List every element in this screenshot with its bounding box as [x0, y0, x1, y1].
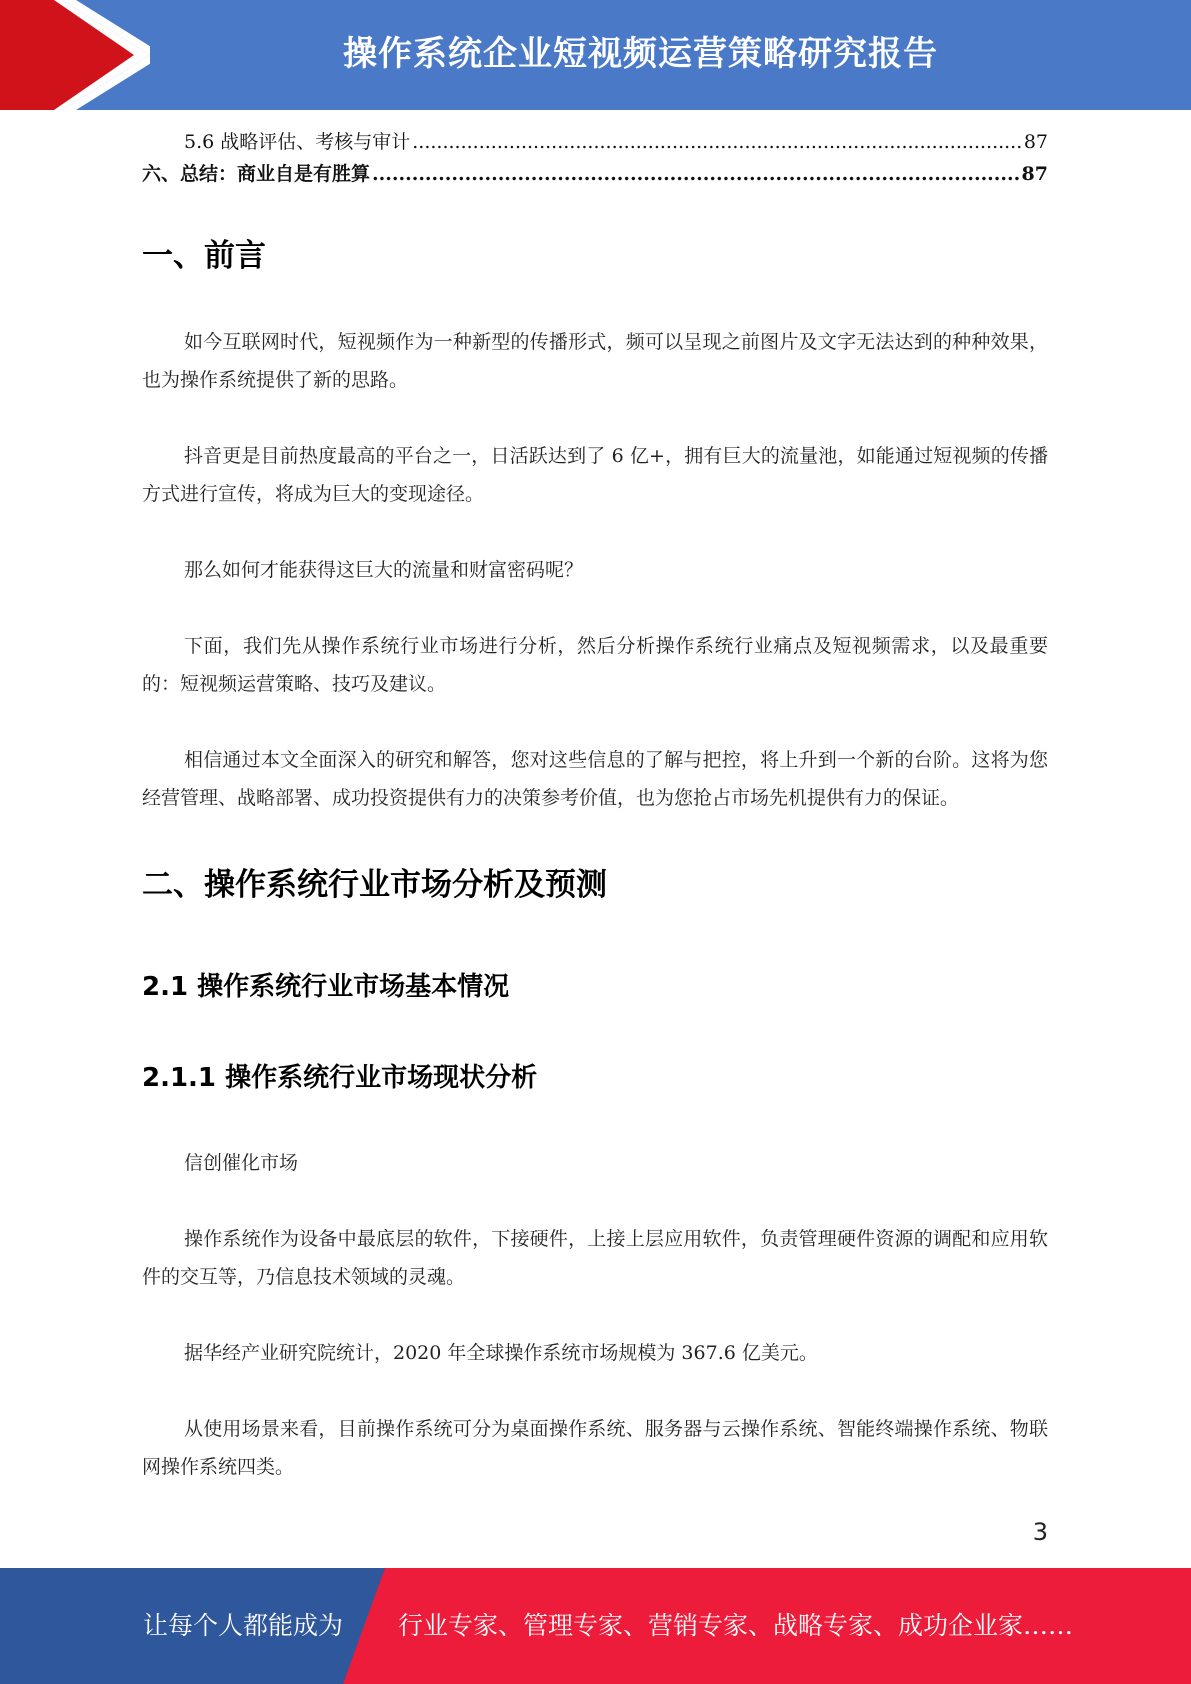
paragraph: 信创催化市场 — [184, 1152, 299, 1174]
paragraph: 从使用场景来看，目前操作系统可分为桌面操作系统、服务器与云操作系统、智能终端操作系统、物联网操作系统四类。 — [142, 1418, 1048, 1478]
toc-entry[interactable] — [142, 126, 1048, 158]
paragraph: 如今互联网时代，短视频作为一种新型的传播形式，频可以呈现之前图片及文字无法达到的种种效果，也为操作系统提供了新的思路。 — [142, 331, 1048, 391]
table-of-contents — [142, 126, 1048, 190]
page-number: 3 — [1032, 1518, 1048, 1546]
paragraph: 相信通过本文全面深入的研究和解答，您对这些信息的了解与把控，将上升到一个新的台阶。这将为您经营管理、战略部署、成功投资提供有力的决策参考价值，也为您抢占市场先机提供有力的保证。 — [142, 749, 1048, 809]
toc-entry-label: 5.6 战略评估、考核与审计 — [184, 131, 411, 153]
toc-leader-dots — [372, 158, 1020, 190]
section-heading-preface: 一、前言 — [142, 238, 266, 274]
section-heading-market-analysis: 二、操作系统行业市场分析及预测 — [142, 867, 607, 903]
footer-slogan-right: 行业专家、管理专家、营销专家、战略专家、成功企业家…… — [398, 1611, 1074, 1640]
footer-slogan-left: 让每个人都能成为 — [143, 1611, 344, 1640]
paragraph: 抖音更是目前热度最高的平台之一，日活跃达到了 6 亿+，拥有巨大的流量池，如能通过短视频的传播方式进行宣传，将成为巨大的变现途径。 — [142, 445, 1048, 505]
toc-entry[interactable] — [142, 158, 1048, 190]
page-footer — [0, 1568, 1191, 1684]
toc-entry-label: 六、总结：商业自是有胜算 — [142, 163, 371, 185]
report-title: 操作系统企业短视频运营策略研究报告 — [343, 34, 938, 74]
subsection-heading: 2.1.1 操作系统行业市场现状分析 — [142, 1063, 538, 1093]
document-body — [142, 126, 1048, 1486]
paragraph: 据华经产业研究院统计，2020 年全球操作系统市场规模为 367.6 亿美元。 — [184, 1342, 818, 1364]
paragraph: 操作系统作为设备中最底层的软件，下接硬件，上接上层应用软件，负责管理硬件资源的调配和应用软件的交互等，乃信息技术领域的灵魂。 — [142, 1228, 1048, 1288]
page-header — [0, 0, 1191, 110]
paragraph: 那么如何才能获得这巨大的流量和财富密码呢？ — [184, 559, 584, 581]
toc-entry-page: 87 — [1023, 131, 1048, 153]
header-red-chevron — [0, 0, 134, 110]
toc-leader-dots — [412, 126, 1022, 158]
paragraph: 下面，我们先从操作系统行业市场进行分析，然后分析操作系统行业痛点及短视频需求，以及最重要的：短视频运营策略、技巧及建议。 — [142, 635, 1048, 695]
subsection-heading: 2.1 操作系统行业市场基本情况 — [142, 972, 510, 1002]
toc-entry-page: 87 — [1021, 163, 1048, 185]
